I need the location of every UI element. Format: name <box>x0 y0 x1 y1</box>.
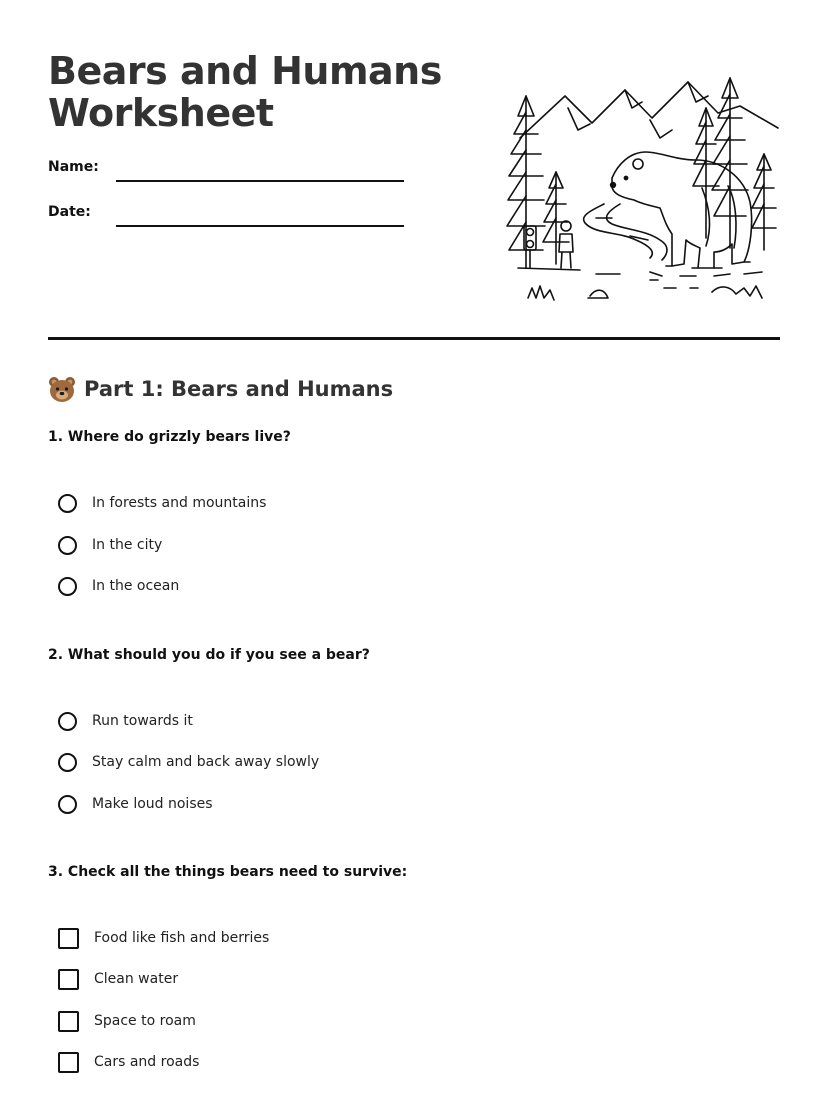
q2-option-run[interactable] <box>58 709 193 733</box>
title-line-2: Worksheet <box>48 91 274 135</box>
radio-circle-icon[interactable] <box>58 536 77 555</box>
checkbox-icon[interactable] <box>58 1011 79 1032</box>
bear-forest-illustration <box>500 68 782 308</box>
option-label: Food like fish and berries <box>94 930 270 946</box>
title-line-1: Bears and Humans <box>48 49 442 93</box>
checkbox-icon[interactable] <box>58 969 79 990</box>
radio-circle-icon[interactable] <box>58 494 77 513</box>
radio-circle-icon[interactable] <box>58 795 77 814</box>
header-divider <box>48 337 780 340</box>
part1-title-text: Part 1: Bears and Humans <box>84 377 394 401</box>
q3-option-water[interactable] <box>58 967 178 991</box>
question-2: 2. What should you do if you see a bear? <box>48 647 370 663</box>
name-field[interactable] <box>116 180 404 182</box>
q2-option-stay-calm[interactable] <box>58 750 319 774</box>
option-label: Space to roam <box>94 1013 196 1029</box>
checkbox-icon[interactable] <box>58 1052 79 1073</box>
option-label: Make loud noises <box>92 796 213 812</box>
bear-face-emoji-icon <box>48 375 76 403</box>
option-label: Stay calm and back away slowly <box>92 754 320 770</box>
option-label: In the city <box>92 537 163 553</box>
radio-circle-icon[interactable] <box>58 712 77 731</box>
date-field[interactable] <box>116 225 404 227</box>
worksheet-title <box>48 50 442 134</box>
checkbox-icon[interactable] <box>58 928 79 949</box>
date-label: Date: <box>48 204 91 220</box>
name-label: Name: <box>48 159 99 175</box>
option-label: Cars and roads <box>94 1054 200 1070</box>
q3-option-food[interactable] <box>58 926 269 950</box>
q2-option-loud-noises[interactable] <box>58 792 213 816</box>
part1-title <box>48 374 393 404</box>
option-label: In forests and mountains <box>92 495 267 511</box>
radio-circle-icon[interactable] <box>58 577 77 596</box>
q1-option-city[interactable] <box>58 533 162 557</box>
option-label: In the ocean <box>92 578 180 594</box>
q1-option-forests[interactable] <box>58 491 266 515</box>
question-3: 3. Check all the things bears need to survive: <box>48 864 408 880</box>
q3-option-cars[interactable] <box>58 1050 199 1074</box>
radio-circle-icon[interactable] <box>58 753 77 772</box>
question-1: 1. Where do grizzly bears live? <box>48 429 291 445</box>
option-label: Run towards it <box>92 713 193 729</box>
q3-option-space[interactable] <box>58 1009 196 1033</box>
option-label: Clean water <box>94 971 179 987</box>
q1-option-ocean[interactable] <box>58 574 179 598</box>
